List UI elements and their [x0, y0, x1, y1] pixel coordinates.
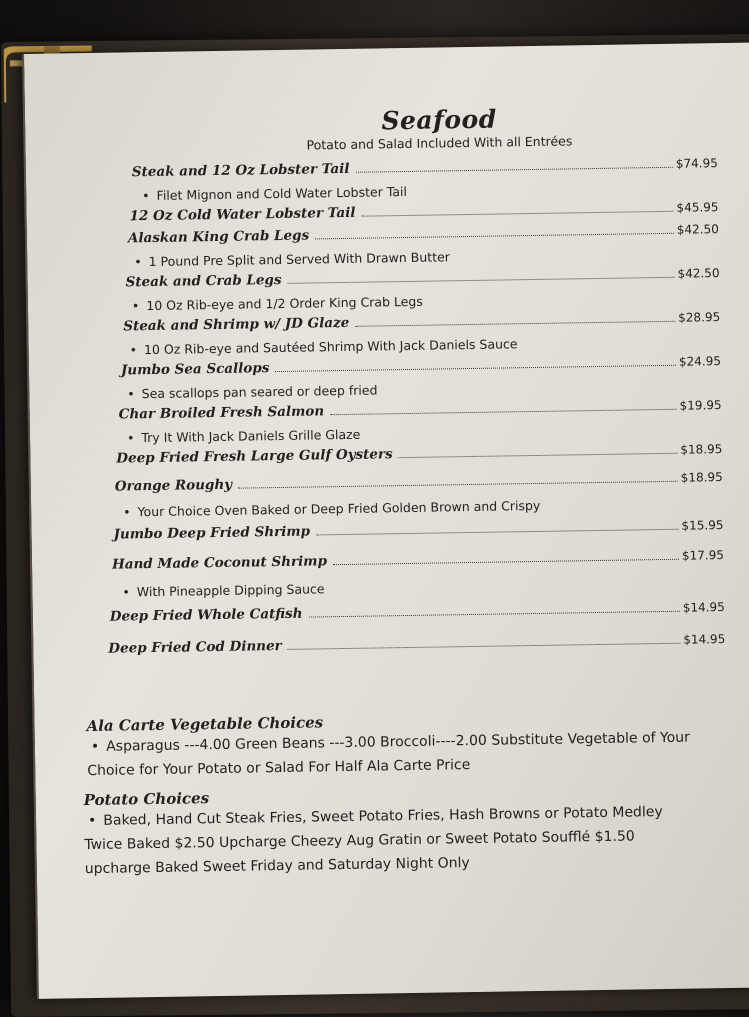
item-price: $74.95 [675, 156, 718, 171]
dot-leader [316, 528, 678, 536]
bullet-icon: • [131, 298, 140, 314]
section-body [84, 799, 709, 881]
dot-leader [309, 610, 680, 618]
item-price: $18.95 [680, 442, 723, 457]
item-price: $17.95 [681, 548, 725, 563]
menu-page [22, 42, 749, 999]
item-name: Steak and 12 Oz Lobster Tail [131, 160, 350, 181]
item-name: Jumbo Deep Fried Shrimp [113, 523, 311, 543]
item-description-text: Your Choice Oven Baked or Deep Fried Golden Brown and Crispy [137, 497, 541, 520]
dot-leader [238, 480, 678, 489]
item-description-text: 10 Oz Rib-eye and 1/2 Order King Crab Legs [146, 293, 423, 314]
item-price: $19.95 [679, 398, 722, 413]
item-description-text: Sea scallops pan seared or deep fried [141, 382, 378, 402]
item-name: Alaskan King Crab Legs [127, 227, 310, 247]
item-description-text: Try It With Jack Daniels Grille Glaze [141, 426, 361, 446]
section-title: Potato Choices [83, 789, 210, 810]
dot-leader [275, 364, 676, 372]
item-description-text: With Pineapple Dipping Sauce [136, 581, 325, 600]
dot-leader [288, 276, 675, 284]
item-price: $24.95 [678, 354, 722, 369]
item-price: $28.95 [678, 310, 721, 325]
menu-subtitle: Potato and Salad Included With all Entrées [306, 133, 573, 153]
dot-leader [333, 558, 679, 565]
bullet-icon: • [123, 504, 131, 520]
menu-items [96, 155, 726, 671]
bullet-icon: • [122, 584, 130, 600]
item-price: $15.95 [681, 518, 724, 533]
dot-leader [356, 166, 673, 173]
dot-leader [399, 452, 678, 458]
bullet-icon: • [142, 188, 150, 204]
item-price: $18.95 [680, 470, 723, 485]
item-name: Steak and Shrimp w/ JD Glaze [123, 314, 350, 335]
item-name: Hand Made Coconut Shrimp [111, 553, 328, 573]
bullet-icon: • [129, 342, 138, 358]
item-name: 12 Oz Cold Water Lobster Tail [129, 204, 356, 225]
item-description-text: Filet Mignon and Cold Water Lobster Tail [156, 183, 408, 203]
bullet-icon: • [134, 254, 142, 270]
item-price: $14.95 [683, 632, 726, 647]
item-description-text: 10 Oz Rib-eye and Sautéed Shrimp With Jack Daniels Sauce [143, 336, 518, 358]
section-line-text: Asparagus ---4.00 Green Beans ---3.00 Broccoli----2.00 Substitute Vegetable of Your [106, 729, 690, 755]
dot-leader [355, 320, 675, 327]
item-price: $42.50 [676, 222, 719, 237]
dot-leader [315, 232, 674, 240]
section-line: Twice Baked $2.50 Upcharge Cheezy Aug Gratin or Sweet Potato Soufflé $1.50 [84, 828, 635, 854]
section-line: upcharge Baked Sweet Friday and Saturday Night Only [84, 855, 470, 878]
dot-leader [362, 210, 674, 217]
section-line-text: Baked, Hand Cut Steak Fries, Sweet Potato Fries, Hash Browns or Potato Medley [103, 804, 663, 829]
item-price: $42.50 [677, 266, 720, 281]
item-price: $45.95 [676, 200, 719, 215]
section-body [87, 725, 708, 783]
dot-leader [330, 408, 676, 415]
item-name: Deep Fried Whole Catfish [109, 605, 303, 625]
bullet-icon: • [127, 386, 135, 402]
bullet-icon: • [126, 430, 135, 446]
bullet-icon: • [87, 812, 97, 830]
item-name: Jumbo Sea Scallops [120, 360, 270, 379]
item-name: Orange Roughy [114, 476, 233, 495]
section-title: Ala Carte Vegetable Choices [86, 713, 324, 736]
item-name: Char Broiled Fresh Salmon [118, 403, 325, 423]
item-description-text: 1 Pound Pre Split and Served With Drawn Butter [148, 249, 450, 270]
item-name: Deep Fried Cod Dinner [108, 637, 282, 657]
section-line: Choice for Your Potato or Salad For Half Ala Carte Price [87, 757, 471, 780]
item-name: Deep Fried Fresh Large Gulf Oysters [116, 446, 393, 467]
menu-title: Seafood [381, 104, 497, 136]
menu-content [24, 42, 749, 999]
vegetable-choices-section [86, 707, 707, 783]
bullet-icon: • [90, 738, 100, 756]
potato-choices-section [84, 781, 709, 881]
item-name: Steak and Crab Legs [125, 271, 282, 291]
item-price: $14.95 [682, 600, 725, 615]
dot-leader [288, 642, 681, 650]
